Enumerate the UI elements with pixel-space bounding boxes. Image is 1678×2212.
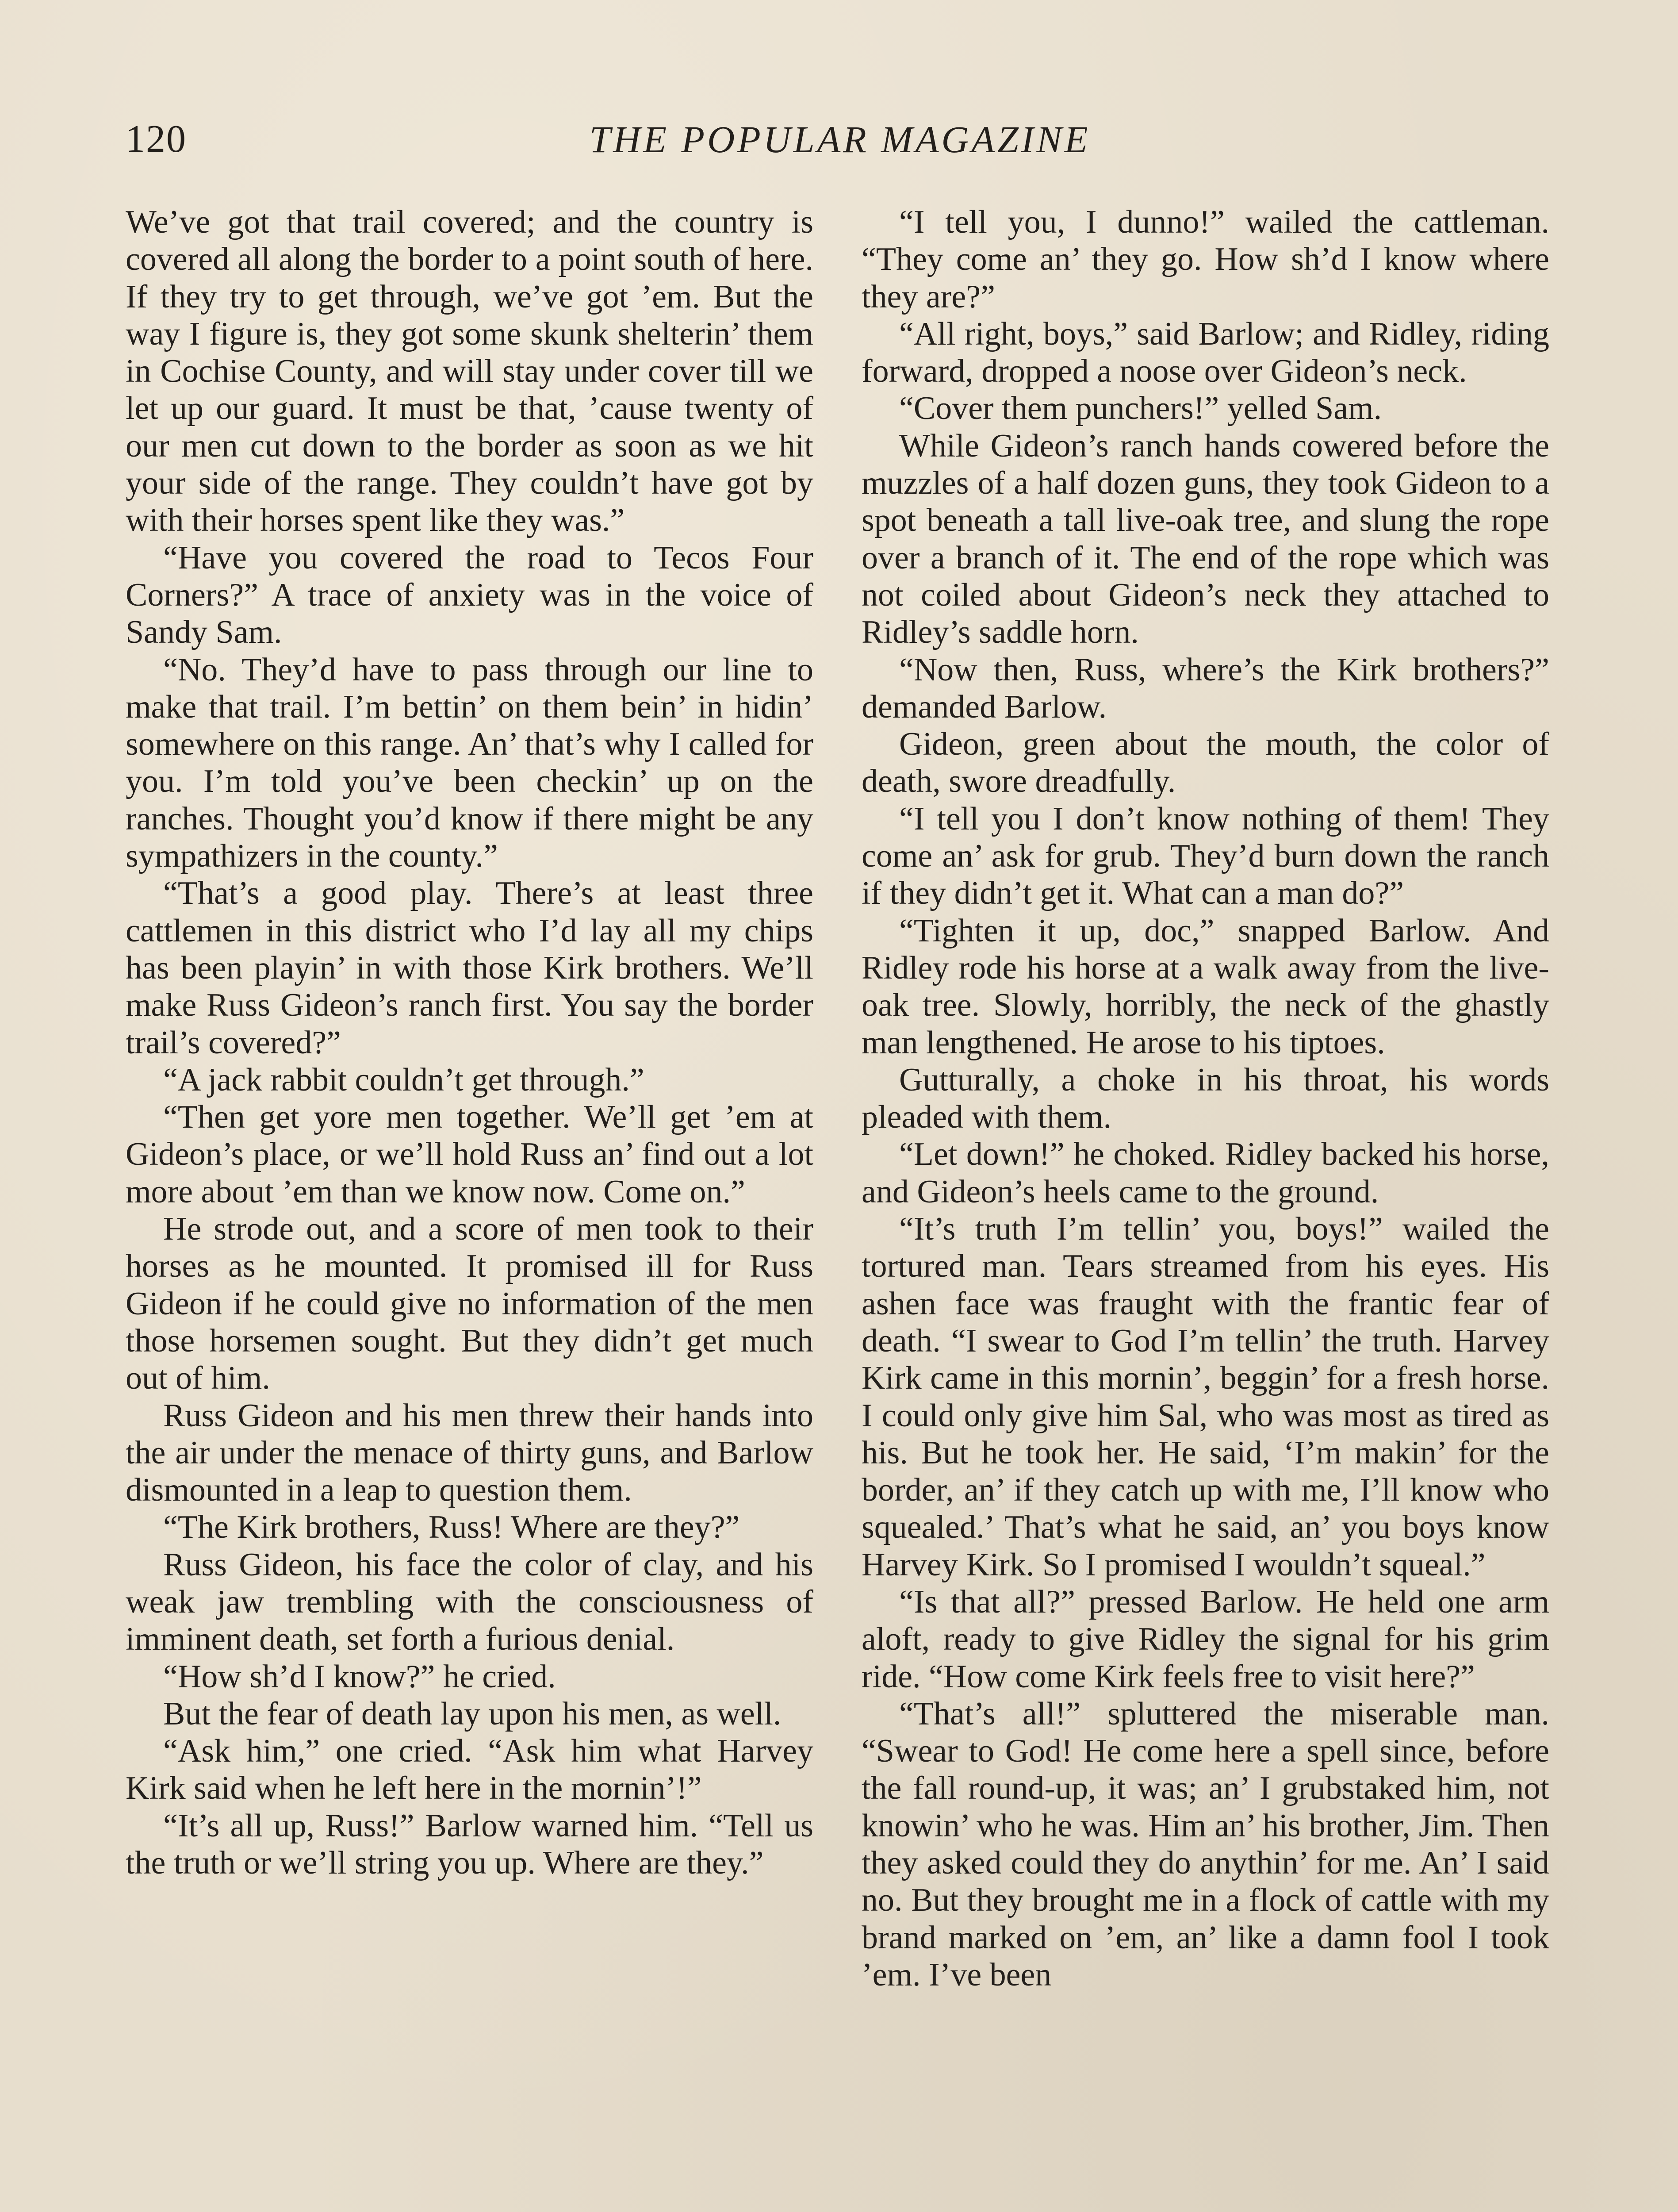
paragraph: Gideon, green about the mouth, the color of death, swore dreadfully. <box>862 726 1549 800</box>
paragraph: “Is that all?” pressed Barlow. He held one arm aloft, ready to give Ridley the signal for his grim ride. “How come Kirk feels free to visit here?” <box>862 1583 1549 1695</box>
paragraph: “It’s truth I’m tellin’ you, boys!” wailed the tortured man. Tears streamed from his eyes. His ashen face was fraught with the frantic fear of death. “I swear to God I’m tellin’ the truth. Harvey Kirk came in this mornin’, beggin’ for a fresh horse. I could only give him Sal, who was most as tired as his. But he took her. He said, ‘I’m makin’ for the border, an’ if they catch up with me, I’ll know who squealed.’ That’s what he said, an’ you boys know Harvey Kirk. So I promised I wouldn’t squeal.” <box>862 1211 1549 1583</box>
paragraph: Russ Gideon and his men threw their hands into the air under the menace of thirty guns, and Barlow dismounted in a leap to question them. <box>126 1397 813 1509</box>
paragraph: “That’s all!” spluttered the miserable man. “Swear to God! He come here a spell since, before the fall round-up, it was; an’ I grubstaked him, not knowin’ who he was. Him an’ his brother, Jim. Then they asked could they do anythin’ for me. An’ I said no. But they brought me in a flock of cattle with my brand marked on ’em, an’ like a damn fool I took ’em. I’ve been <box>862 1695 1549 1993</box>
paragraph: “Now then, Russ, where’s the Kirk brothers?” demanded Barlow. <box>862 651 1549 725</box>
paragraph: “How sh’d I know?” he cried. <box>163 1658 556 1695</box>
page-number: 120 <box>126 118 187 161</box>
paragraph: Russ Gideon, his face the color of clay, and his weak jaw trembling with the consciousness of imminent death, set forth a furious denial. <box>126 1546 813 1658</box>
paragraph: “All right, boys,” said Barlow; and Ridley, riding forward, dropped a noose over Gideon’s neck. <box>862 315 1549 390</box>
paragraph: “Let down!” he choked. Ridley backed his horse, and Gideon’s heels came to the ground. <box>862 1136 1549 1210</box>
paragraph: “Have you covered the road to Tecos Four Corners?” A trace of anxiety was in the voice of Sandy Sam. <box>126 539 813 651</box>
paragraph: But the fear of death lay upon his men, as well. <box>163 1695 782 1732</box>
right-column <box>862 204 1549 2212</box>
paragraph: “That’s a good play. There’s at least three cattlemen in this district who I’d lay all my chips has been playin’ in with those Kirk brothers. We’ll make Russ Gideon’s ranch first. You say the border trail’s covered?” <box>126 875 813 1061</box>
running-head: THE POPULAR MAGAZINE <box>589 118 1091 161</box>
left-column <box>126 204 813 2212</box>
paragraph: “The Kirk brothers, Russ! Where are they?” <box>163 1509 740 1546</box>
paragraph: “Then get yore men together. We’ll get ’em at Gideon’s place, or we’ll hold Russ an’ find out a lot more about ’em than we know now. Come on.” <box>126 1099 813 1210</box>
paragraph: “Ask him,” one cried. “Ask him what Harvey Kirk said when he left here in the mornin’!” <box>126 1733 813 1807</box>
paragraph: While Gideon’s ranch hands cowered before the muzzles of a half dozen guns, they took Gideon to a spot beneath a tall live-oak tree, and slung the rope over a branch of it. The end of the rope which was not coiled about Gideon’s neck they attached to Ridley’s saddle horn. <box>862 427 1549 651</box>
paragraph: Gutturally, a choke in his throat, his words pleaded with them. <box>862 1061 1549 1136</box>
paragraph: “Cover them punchers!” yelled Sam. <box>899 390 1382 427</box>
paragraph: “I tell you I don’t know nothing of them! They come an’ ask for grub. They’d burn down the ranch if they didn’t get it. What can a man do?” <box>862 800 1549 912</box>
paragraph: “I tell you, I dunno!” wailed the cattleman. “They come an’ they go. How sh’d I know where they are?” <box>862 204 1549 315</box>
paragraph: He strode out, and a score of men took to their horses as he mounted. It promised ill for Russ Gideon if he could give no information of the men those horsemen sought. But they didn’t get much out of him. <box>126 1211 813 1397</box>
paragraph: “No. They’d have to pass through our line to make that trail. I’m bettin’ on them bein’ in hidin’ somewhere on this range. An’ that’s why I called for you. I’m told you’ve been checkin’ up on the ranches. Thought you’d know if there might be any sympathizers in the county.” <box>126 651 813 875</box>
paragraph: “A jack rabbit couldn’t get through.” <box>163 1061 644 1098</box>
paragraph: “Tighten it up, doc,” snapped Barlow. And Ridley rode his horse at a walk away from the live-oak tree. Slowly, horribly, the neck of the ghastly man lengthened. He arose to his tiptoes. <box>862 912 1549 1061</box>
paragraph: We’ve got that trail covered; and the country is covered all along the border to a point south of here. If they try to get through, we’ve got ’em. But the way I figure is, they got some skunk shelterin’ them in Cochise County, and will stay under cover till we let up our guard. It must be that, ’cause twenty of our men cut down to the border as soon as we hit your side of the range. They couldn’t have got by with their horses spent like they was.” <box>126 204 813 539</box>
paragraph: “It’s all up, Russ!” Barlow warned him. “Tell us the truth or we’ll string you up. Where are they.” <box>126 1807 813 1882</box>
page-header <box>126 113 1554 170</box>
